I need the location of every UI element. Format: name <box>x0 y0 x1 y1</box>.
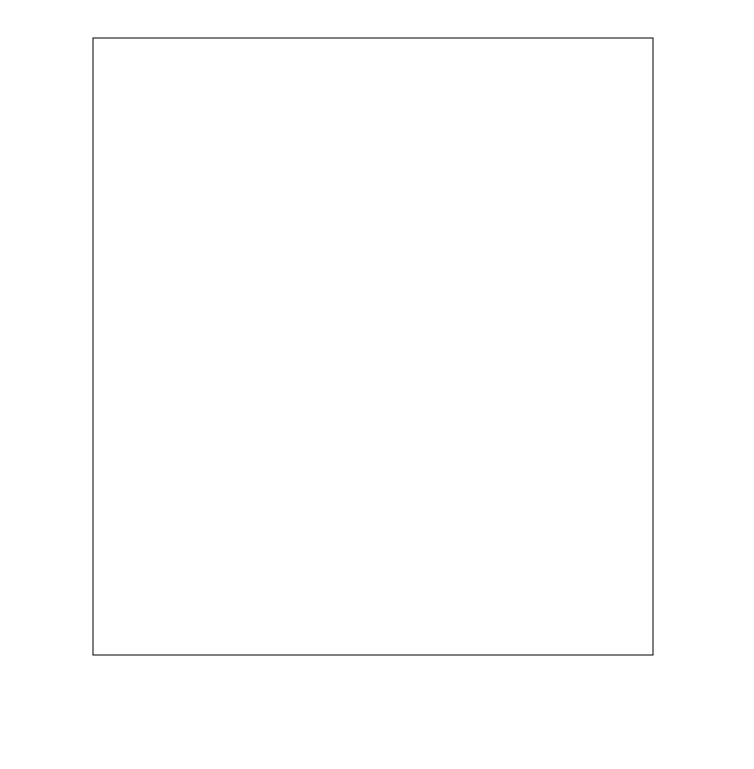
diagram-frame <box>93 38 653 655</box>
